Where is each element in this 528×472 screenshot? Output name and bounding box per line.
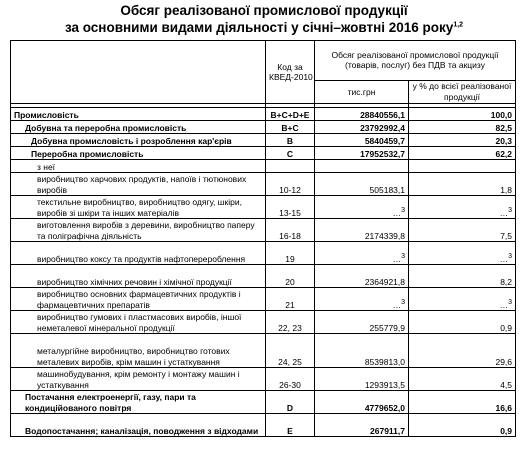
row-code: 13-15 — [266, 196, 315, 219]
row-value — [315, 414, 409, 437]
row-code: 10-12 — [266, 173, 315, 196]
row-value-footnote: 3 — [401, 252, 405, 260]
table-body — [11, 108, 516, 437]
row-value-text: … — [392, 253, 402, 264]
row-value — [315, 147, 409, 160]
row-code: B+C — [266, 121, 315, 134]
table-row — [11, 121, 516, 134]
row-value-footnote: 3 — [401, 206, 405, 214]
row-name: Промисловість — [11, 108, 266, 121]
row-pct-text: 62,2 — [495, 148, 513, 159]
table-row — [11, 147, 516, 160]
row-value — [315, 242, 409, 265]
table-row — [11, 219, 516, 242]
table-row — [11, 414, 516, 437]
table-row — [11, 311, 516, 334]
row-value — [315, 196, 409, 219]
document-title — [8, 2, 520, 36]
row-pct-text: 4,5 — [500, 379, 513, 390]
row-value — [315, 368, 409, 391]
row-code: E — [266, 414, 315, 437]
title-line-2-text: за основними видами діяльності у січні–жовтні 2016 року — [64, 20, 454, 35]
row-value-text: 267911,7 — [370, 425, 405, 436]
row-value-text: … — [392, 207, 402, 218]
table-row — [11, 288, 516, 311]
row-value — [315, 121, 409, 134]
row-name: Добувна та переробна промисловість — [11, 121, 266, 134]
row-pct-text: 8,2 — [500, 276, 513, 287]
row-value-text: 17952532,7 — [360, 148, 405, 159]
row-value — [315, 311, 409, 334]
row-code: C — [266, 147, 315, 160]
row-name: металургійне виробництво, виробництво готових металевих виробів, крім машин і устаткування — [11, 334, 266, 368]
row-value-text: 1293913,5 — [364, 379, 405, 390]
row-pct — [409, 219, 516, 242]
table-row — [11, 108, 516, 121]
table-row — [11, 334, 516, 368]
row-value-text: 23792992,4 — [360, 122, 405, 133]
row-value — [315, 288, 409, 311]
row-name: виготовлення виробів з деревини, виробництво паперу та поліграфічна діяльність — [11, 219, 266, 242]
table-row — [11, 134, 516, 147]
row-pct — [409, 311, 516, 334]
row-pct — [409, 288, 516, 311]
title-footnote-ref: 1,2 — [453, 21, 464, 29]
row-pct-text: 0,9 — [500, 425, 513, 436]
header-pct: у % до всієї реалізованої продукції — [409, 80, 516, 103]
row-name: Добувна промисловість і розроблення кар'єрів — [11, 134, 266, 147]
row-value-text: 255779,9 — [369, 322, 405, 333]
row-value — [315, 334, 409, 368]
row-pct-text: 0,9 — [500, 322, 513, 333]
row-value-text: 5840459,7 — [364, 135, 405, 146]
row-pct-text: 1,8 — [500, 184, 513, 195]
row-value-text: 2364921,8 — [364, 276, 405, 287]
row-pct — [409, 147, 516, 160]
row-pct — [409, 121, 516, 134]
row-name: виробництво коксу та продуктів нафтоперероблення — [11, 242, 266, 265]
row-code: 21 — [266, 288, 315, 311]
row-value-text: 8539813,0 — [364, 356, 405, 367]
row-code: 24, 25 — [266, 334, 315, 368]
row-value-text: 2174339,8 — [364, 230, 405, 241]
table-row — [11, 265, 516, 288]
header-row-1 — [11, 41, 516, 81]
header-name-blank — [11, 41, 266, 104]
row-name: Переробна промисловість — [11, 147, 266, 160]
row-code: 20 — [266, 265, 315, 288]
row-value — [315, 160, 409, 173]
row-pct-text: 16,6 — [495, 402, 513, 413]
row-name: виробництво гумових і пластмасових виробів, іншої неметалевої мінеральної продукції — [11, 311, 266, 334]
table-row — [11, 368, 516, 391]
row-name: текстильне виробництво, виробництво одягу, шкіри, виробів зі шкіри та інших матеріалів — [11, 196, 266, 219]
title-line-1: Обсяг реалізованої промислової продукції — [120, 3, 408, 18]
row-code: 16-18 — [266, 219, 315, 242]
row-code: B — [266, 134, 315, 147]
table-row — [11, 160, 516, 173]
table-row — [11, 196, 516, 219]
row-value-text: 505183,1 — [369, 184, 405, 195]
row-pct — [409, 242, 516, 265]
row-pct — [409, 334, 516, 368]
table-row — [11, 242, 516, 265]
row-value — [315, 134, 409, 147]
row-name: виробництво хімічних речовин і хімічної продукції — [11, 265, 266, 288]
row-pct — [409, 134, 516, 147]
row-value-text: 28840556,1 — [360, 109, 405, 120]
row-pct-text: 100,0 — [490, 109, 513, 120]
row-code — [266, 160, 315, 173]
table-row — [11, 391, 516, 414]
row-pct — [409, 196, 516, 219]
row-pct — [409, 108, 516, 121]
row-pct-text: … — [499, 299, 509, 310]
row-value — [315, 391, 409, 414]
row-code: 19 — [266, 242, 315, 265]
title-line-2 — [8, 19, 520, 36]
industry-table — [10, 40, 516, 437]
row-pct-text: … — [499, 253, 509, 264]
row-name: Водопостачання; каналізація, поводження з відходами — [11, 414, 266, 437]
row-name: Постачання електроенергії, газу, пари та кондиційованого повітря — [11, 391, 266, 414]
table-wrapper — [10, 40, 520, 437]
row-pct — [409, 391, 516, 414]
row-value — [315, 265, 409, 288]
table-row — [11, 173, 516, 196]
row-value — [315, 173, 409, 196]
row-code: B+C+D+E — [266, 108, 315, 121]
row-pct — [409, 173, 516, 196]
row-name: з неї — [11, 160, 266, 173]
row-value — [315, 108, 409, 121]
row-name: виробництво основних фармацевтичних продуктів і фармацевтичних препаратів — [11, 288, 266, 311]
header-code: Код за КВЕД-2010 — [266, 41, 315, 104]
row-value — [315, 219, 409, 242]
row-name: виробництво харчових продуктів, напоїв і тютюнових виробів — [11, 173, 266, 196]
row-pct — [409, 414, 516, 437]
row-pct-text: 82,5 — [495, 122, 513, 133]
row-code: 26-30 — [266, 368, 315, 391]
row-pct-text: 7,5 — [500, 230, 513, 241]
header-volume: Обсяг реалізованої промислової продукції (товарів, послуг) без ПДВ та акцизу — [315, 41, 516, 81]
row-pct-text: … — [499, 207, 509, 218]
row-pct-footnote: 3 — [508, 206, 513, 214]
row-code: D — [266, 391, 315, 414]
row-pct-footnote: 3 — [508, 252, 513, 260]
row-pct — [409, 160, 516, 173]
row-pct-text: 20,3 — [495, 135, 513, 146]
row-value-footnote: 3 — [401, 298, 405, 306]
row-pct-text: 29,6 — [495, 356, 513, 367]
row-value-text: … — [392, 299, 402, 310]
row-pct-footnote: 3 — [508, 298, 513, 306]
row-name: машинобудування, крім ремонту і монтажу машин і устаткування — [11, 368, 266, 391]
row-pct — [409, 368, 516, 391]
row-value-text: 4779652,0 — [364, 402, 405, 413]
row-pct — [409, 265, 516, 288]
row-code: 22, 23 — [266, 311, 315, 334]
header-thous: тис.грн — [315, 80, 409, 103]
